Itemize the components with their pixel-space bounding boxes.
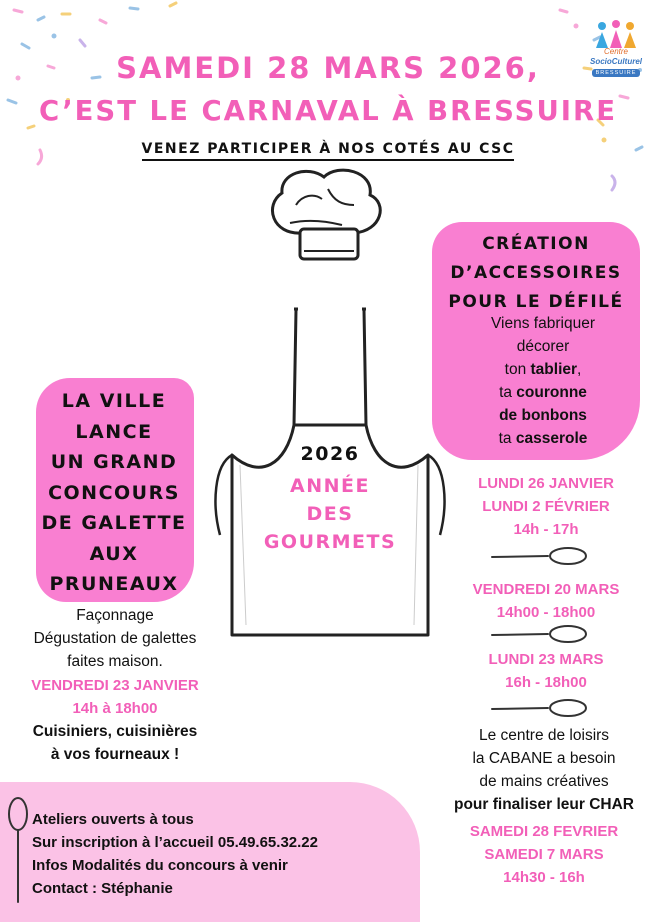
left-box-line-4: CONCOURS	[48, 481, 180, 504]
spoon-icon	[490, 624, 590, 646]
right-box-body	[448, 312, 638, 450]
right-box-line-2: décorer	[516, 338, 570, 355]
apron-title-3: GOURMETS	[263, 531, 397, 553]
right-dates-group3	[446, 648, 646, 694]
bottom-line-2: Sur inscription à l’accueil 05.49.65.32.22	[32, 834, 318, 851]
left-box-title	[14, 386, 214, 600]
logo-line2: SocioCulturel	[589, 57, 642, 66]
right-box-line-4: ta couronne	[499, 384, 587, 401]
left-info-line-2: Dégustation de galettes	[33, 630, 197, 647]
spoon-icon	[6, 796, 30, 906]
apron-title-2: DES	[306, 503, 354, 525]
apron-title-1: ANNÉE	[290, 475, 370, 497]
right-dates-group1	[446, 472, 646, 541]
date-vendredi-20: VENDREDI 20 MARS	[472, 581, 620, 598]
apron-year: 2026	[300, 443, 360, 465]
right-box-line-1: Viens fabriquer	[491, 315, 595, 332]
date-lundi-26: LUNDI 26 JANVIER	[478, 475, 614, 492]
left-info-line-3: faites maison.	[67, 653, 163, 670]
bottom-line-4: Contact : Stéphanie	[32, 880, 173, 897]
cabane-line-3: de mains créatives	[479, 773, 609, 790]
left-info-bold-1: Cuisiniers, cuisinières	[32, 723, 198, 740]
cabane-dates	[436, 820, 652, 889]
subtitle: VENEZ PARTICIPER À NOS COTÉS AU CSC	[142, 141, 515, 161]
time-group1: 14h - 17h	[513, 521, 579, 538]
bottom-line-1: Ateliers ouverts à tous	[32, 811, 194, 828]
logo-figures-icon	[588, 20, 644, 50]
left-box-line-1: LA VILLE	[61, 390, 167, 412]
title-line2: C’EST LE CARNAVAL À BRESSUIRE	[39, 95, 617, 127]
date-samedi-28-fevrier: SAMEDI 28 FEVRIER	[469, 823, 619, 840]
left-box-line-5: DE GALETTE	[41, 512, 187, 534]
logo-line3: BRESSUIRE	[592, 69, 640, 77]
subtitle-wrapper	[0, 140, 656, 158]
left-box-line-2: LANCE	[75, 420, 153, 443]
left-info-bold-2: à vos fourneaux !	[50, 746, 180, 763]
bottom-line-3: Infos Modalités du concours à venir	[32, 857, 288, 874]
right-dates-group2	[446, 578, 646, 624]
left-box-line-6: AUX	[89, 542, 139, 565]
left-box-line-7: PRUNEAUX	[49, 573, 179, 595]
cabane-bold-line: pour finaliser leur CHAR	[454, 796, 634, 813]
date-lundi-23: LUNDI 23 MARS	[488, 651, 604, 668]
left-info-line-1: Façonnage	[76, 607, 154, 624]
right-box-line-6: ta casserole	[498, 430, 588, 447]
date-vendredi-23-janvier: VENDREDI 23 JANVIER	[31, 677, 199, 694]
date-lundi-2: LUNDI 2 FÉVRIER	[482, 498, 610, 515]
logo-line1: Centre	[603, 47, 628, 56]
cabane-line-1: Le centre de loisirs	[478, 727, 610, 744]
bottom-info	[32, 808, 412, 900]
right-box-title-1: CRÉATION	[482, 234, 590, 254]
right-box-line-5: de bonbons	[499, 407, 587, 424]
time-cabane: 14h30 - 16h	[503, 869, 585, 886]
time-left: 14h à 18h00	[72, 700, 158, 717]
right-box-title-2: D’ACCESSOIRES	[450, 263, 622, 283]
left-box-line-3: UN GRAND	[50, 451, 178, 473]
cabane-block	[436, 724, 652, 816]
spoon-icon	[490, 546, 590, 568]
left-info-bold	[0, 720, 230, 766]
right-box-line-3: ton tablier,	[504, 361, 582, 378]
chef-hat-icon	[262, 165, 392, 265]
spoon-icon	[490, 698, 590, 720]
time-group3: 16h - 18h00	[505, 674, 587, 691]
title-line1: SAMEDI 28 MARS 2026,	[116, 51, 540, 85]
left-info-block	[0, 604, 230, 673]
left-info-dates	[0, 674, 230, 720]
time-group2: 14h00 - 18h00	[496, 604, 596, 621]
right-box-title-3: POUR LE DÉFILÉ	[448, 292, 624, 312]
date-samedi-7-mars: SAMEDI 7 MARS	[484, 846, 604, 863]
cabane-line-2: la CABANE a besoin	[472, 750, 616, 767]
